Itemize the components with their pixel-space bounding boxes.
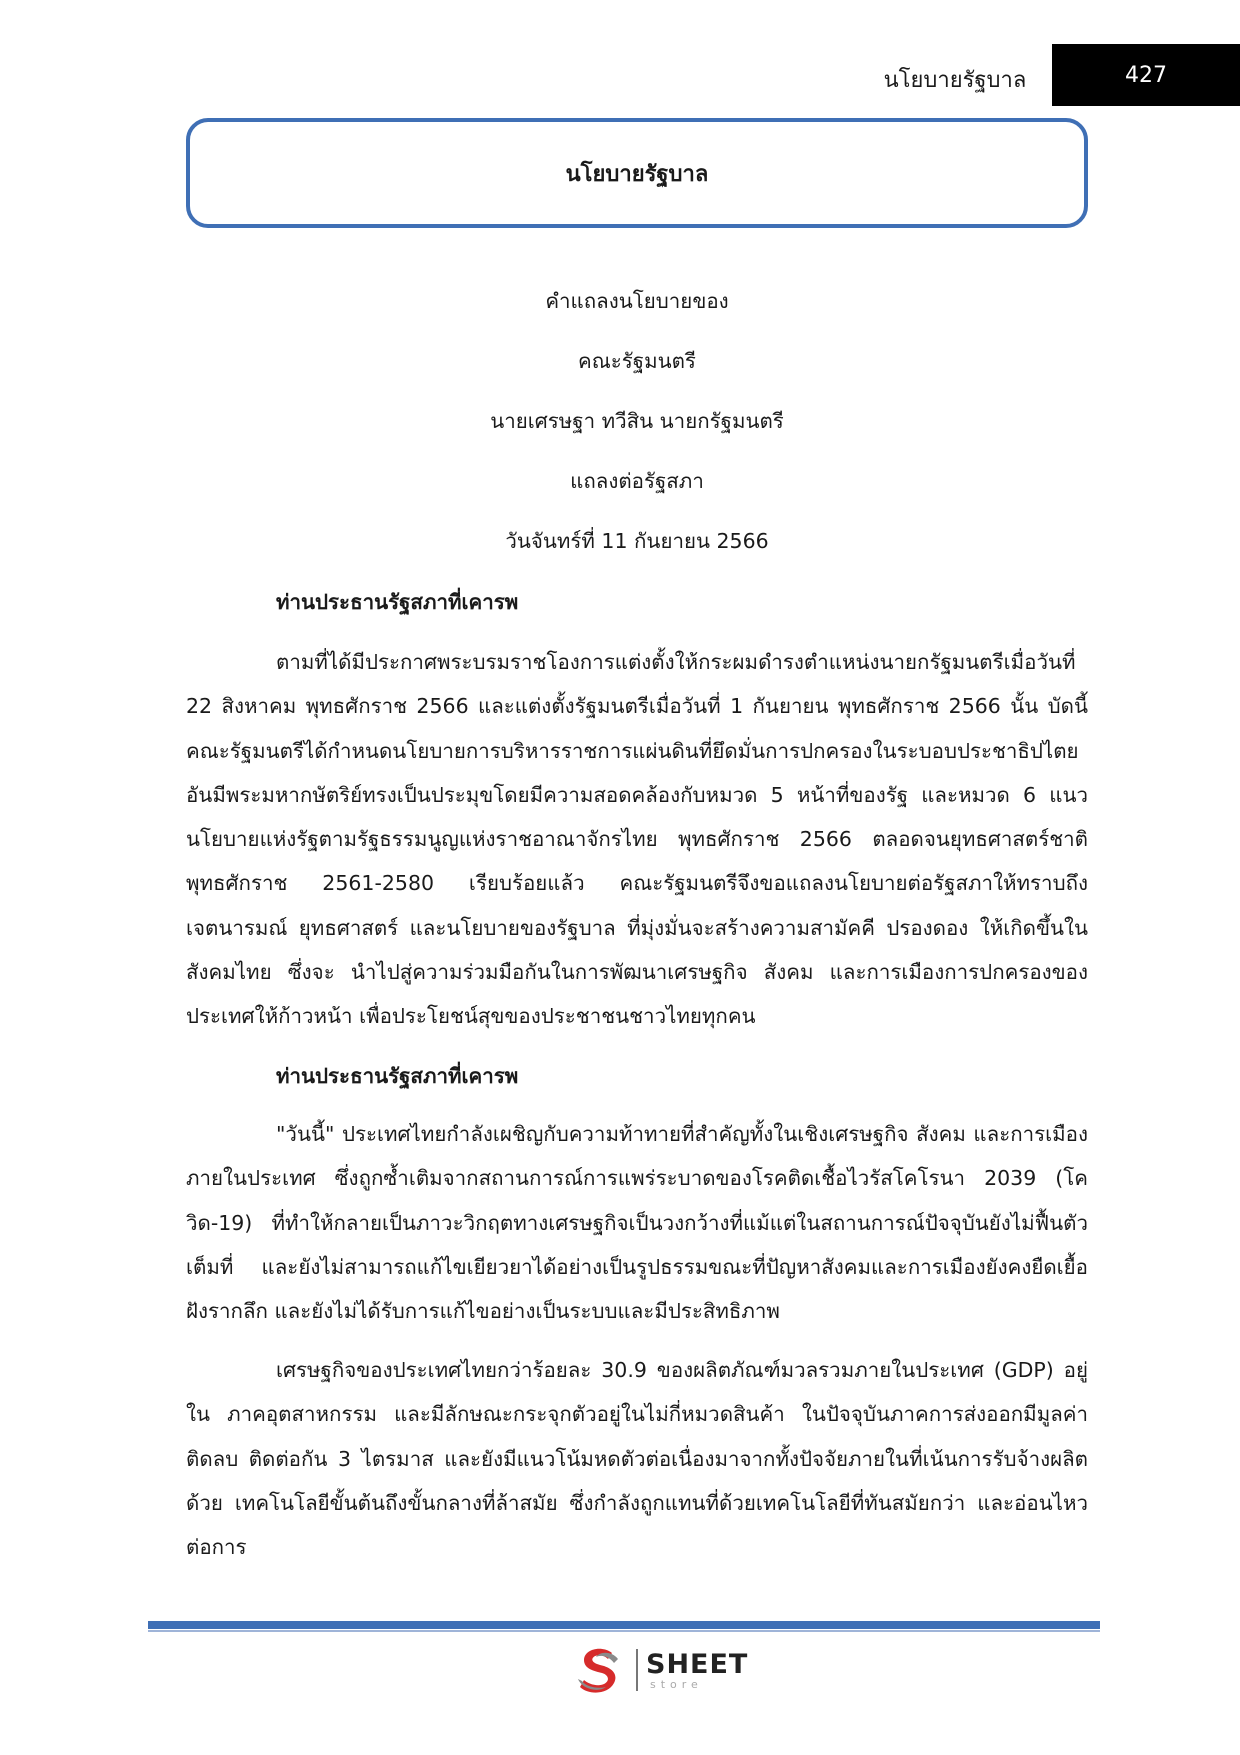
page-number-tab <box>1052 44 1240 106</box>
intro-line-1: คำแถลงนโยบายของ <box>545 289 729 313</box>
footer-rule <box>148 1621 1100 1629</box>
sheet-store-logo <box>572 1642 748 1698</box>
title-box <box>186 118 1088 228</box>
logo-sub: store <box>650 1677 703 1691</box>
intro-line-2: คณะรัฐมนตรี <box>578 349 696 373</box>
salutation-2: ท่านประธานรัฐสภาที่เคารพ <box>276 1064 519 1088</box>
logo-text <box>646 1648 749 1691</box>
logo-word: SHEET <box>646 1648 749 1680</box>
sheet-s-logo-icon <box>572 1643 626 1697</box>
paragraph-3: เศรษฐกิจของประเทศไทยกว่าร้อยละ 30.9 ของผลิตภัณฑ์มวลรวมภายในประเทศ (GDP) อยู่ใน ภาคอุตสาหกรรม และมีลักษณะกระจุกตัวอยู่ในไม่กี่หมวดสินค้า ในปัจจุบันภาคการส่งออกมีมูลค่าติดลบ ติดต่อกัน 3 ไตรมาส และยังมีแนวโน้มหดตัวต่อเนื่องมาจากทั้งปัจจัยภายในที่เน้นการรับจ้างผลิตด้วย เทคโนโลยีขั้นต้นถึงขั้นกลางที่ล้าสมัย ซึ่งกำลังถูกแทนที่ด้วยเทคโนโลยีที่ทันสมัยกว่า และอ่อนไหวต่อการ <box>186 1358 1088 1560</box>
logo-separator <box>636 1649 638 1691</box>
intro-line-3: นายเศรษฐา ทวีสิน นายกรัฐมนตรี <box>490 409 784 433</box>
running-header-title: นโยบายรัฐบาล <box>883 68 1027 93</box>
section-title: นโยบายรัฐบาล <box>565 161 709 187</box>
paragraph-1: ตามที่ได้มีประกาศพระบรมราชโองการแต่งตั้งให้กระผมดำรงตำแหน่งนายกรัฐมนตรีเมื่อวันที่ 22 สิงหาคม พุทธศักราช 2566 และแต่งตั้งรัฐมนตรีเมื่อวันที่ 1 กันยายน พุทธศักราช 2566 นั้น บัดนี้ คณะรัฐมนตรีได้กำหนดนโยบายการบริหารราชการแผ่นดินที่ยึดมั่นการปกครองในระบอบประชาธิปไตย อันมีพระมหากษัตริย์ทรงเป็นประมุขโดยมีความสอดคล้องกับหมวด 5 หน้าที่ของรัฐ และหมวด 6 แนวนโยบายแห่งรัฐตามรัฐธรรมนูญแห่งราชอาณาจักรไทย พุทธศักราช 2566 ตลอดจนยุทธศาสตร์ชาติ พุทธศักราช 2561-2580 เรียบร้อยแล้ว คณะรัฐมนตรีจึงขอแถลงนโยบายต่อรัฐสภาให้ทราบถึงเจตนารมณ์ ยุทธศาสตร์ และนโยบายของรัฐบาล ที่มุ่งมั่นจะสร้างความสามัคคี ปรองดอง ให้เกิดขึ้นในสังคมไทย ซึ่งจะ นำไปสู่ความร่วมมือกันในการพัฒนาเศรษฐกิจ สังคม และการเมืองการปกครองของประเทศให้ก้าวหน้า เพื่อประโยชน์สุขของประชาชนชาวไทยทุกคน <box>186 650 1088 1029</box>
intro-line-5: วันจันทร์ที่ 11 กันยายน 2566 <box>505 529 769 553</box>
intro-line-4: แถลงต่อรัฐสภา <box>570 469 704 493</box>
paragraph-2: "วันนี้" ประเทศไทยกำลังเผชิญกับความท้าทายที่สำคัญทั้งในเชิงเศรษฐกิจ สังคม และการเมือง ภายในประเทศ ซึ่งถูกซ้ำเติมจากสถานการณ์การแพร่ระบาดของโรคติดเชื้อไวรัสโคโรนา 2039 (โควิด-19) ที่ทำให้กลายเป็นภาวะวิกฤตทางเศรษฐกิจเป็นวงกว้างที่แม้แต่ในสถานการณ์ปัจจุบันยังไม่ฟื้นตัวเต็มที่ และยังไม่สามารถแก้ไขเยียวยาได้อย่างเป็นรูปธรรมขณะที่ปัญหาสังคมและการเมืองยังคงยืดเยื้อ ฝังรากลึก และยังไม่ได้รับการแก้ไขอย่างเป็นระบบและมีประสิทธิภาพ <box>186 1122 1088 1324</box>
salutation-1: ท่านประธานรัฐสภาที่เคารพ <box>276 590 519 614</box>
page-number: 427 <box>1125 62 1167 88</box>
